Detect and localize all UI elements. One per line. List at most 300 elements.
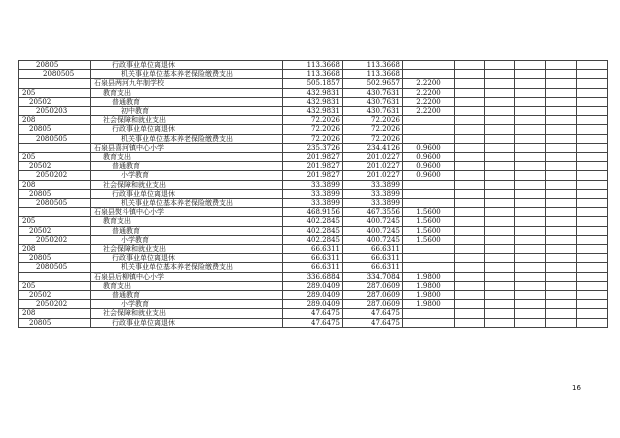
- function-code-cell: 20805: [19, 254, 91, 263]
- total-amount-cell: 432.9831: [283, 88, 343, 97]
- empty-cell: [455, 300, 485, 309]
- item-name-cell: 小学教育: [91, 171, 283, 180]
- empty-cell: [455, 79, 485, 88]
- table-row: [19, 318, 608, 327]
- empty-cell: [485, 143, 515, 152]
- basic-expense-cell: 201.0227: [343, 171, 403, 180]
- item-name-cell: 普通教育: [91, 162, 283, 171]
- function-code-cell: 2080505: [19, 134, 91, 143]
- basic-expense-cell: 400.7245: [343, 235, 403, 244]
- empty-cell: [546, 79, 577, 88]
- empty-cell: [546, 309, 577, 318]
- basic-expense-cell: 33.3899: [343, 199, 403, 208]
- total-amount-cell: 72.2026: [283, 125, 343, 134]
- function-code-cell: 2050202: [19, 300, 91, 309]
- empty-cell: [485, 281, 515, 290]
- empty-cell: [485, 162, 515, 171]
- empty-cell: [455, 235, 485, 244]
- empty-cell: [485, 318, 515, 327]
- project-expense-cell: 2.2200: [403, 107, 455, 116]
- total-amount-cell: 432.9831: [283, 97, 343, 106]
- total-amount-cell: 33.3899: [283, 199, 343, 208]
- empty-cell: [546, 143, 577, 152]
- empty-cell: [577, 107, 608, 116]
- empty-cell: [485, 79, 515, 88]
- table-row: [19, 171, 608, 180]
- basic-expense-cell: 502.9657: [343, 79, 403, 88]
- basic-expense-cell: 334.7084: [343, 272, 403, 281]
- total-amount-cell: 72.2026: [283, 116, 343, 125]
- project-expense-cell: [403, 199, 455, 208]
- empty-cell: [515, 281, 546, 290]
- empty-cell: [577, 88, 608, 97]
- table-row: [19, 281, 608, 290]
- item-name-cell: 普通教育: [91, 226, 283, 235]
- empty-cell: [546, 134, 577, 143]
- empty-cell: [485, 134, 515, 143]
- empty-cell: [577, 226, 608, 235]
- function-code-cell: 205: [19, 88, 91, 97]
- function-code-cell: 20805: [19, 189, 91, 198]
- project-expense-cell: [403, 116, 455, 125]
- empty-cell: [515, 125, 546, 134]
- empty-cell: [485, 254, 515, 263]
- function-code-cell: 208: [19, 245, 91, 254]
- empty-cell: [515, 162, 546, 171]
- empty-cell: [455, 281, 485, 290]
- total-amount-cell: 505.1857: [283, 79, 343, 88]
- empty-cell: [515, 97, 546, 106]
- basic-expense-cell: 287.0609: [343, 300, 403, 309]
- table-row: [19, 272, 608, 281]
- empty-cell: [515, 153, 546, 162]
- table-row: [19, 189, 608, 198]
- empty-cell: [485, 235, 515, 244]
- project-expense-cell: 0.9600: [403, 143, 455, 152]
- function-code-cell: 2080505: [19, 263, 91, 272]
- empty-cell: [485, 107, 515, 116]
- empty-cell: [577, 125, 608, 134]
- empty-cell: [455, 88, 485, 97]
- empty-cell: [577, 300, 608, 309]
- function-code-cell: 20805: [19, 125, 91, 134]
- empty-cell: [546, 97, 577, 106]
- project-expense-cell: 0.9600: [403, 162, 455, 171]
- empty-cell: [577, 208, 608, 217]
- total-amount-cell: 289.0409: [283, 291, 343, 300]
- function-code-cell: 20805: [19, 318, 91, 327]
- empty-cell: [455, 217, 485, 226]
- empty-cell: [485, 309, 515, 318]
- empty-cell: [455, 208, 485, 217]
- table-row: [19, 217, 608, 226]
- project-expense-cell: [403, 318, 455, 327]
- empty-cell: [455, 134, 485, 143]
- total-amount-cell: 468.9156: [283, 208, 343, 217]
- empty-cell: [455, 263, 485, 272]
- total-amount-cell: 289.0409: [283, 281, 343, 290]
- empty-cell: [515, 309, 546, 318]
- function-code-cell: 20502: [19, 162, 91, 171]
- empty-cell: [485, 180, 515, 189]
- item-name-cell: 社会保障和就业支出: [91, 309, 283, 318]
- empty-cell: [455, 254, 485, 263]
- empty-cell: [455, 189, 485, 198]
- total-amount-cell: 66.6311: [283, 263, 343, 272]
- total-amount-cell: 66.6311: [283, 254, 343, 263]
- table-row: [19, 116, 608, 125]
- empty-cell: [546, 153, 577, 162]
- total-amount-cell: 33.3899: [283, 189, 343, 198]
- function-code-cell: 205: [19, 217, 91, 226]
- basic-expense-cell: 66.6311: [343, 254, 403, 263]
- item-name-cell: 行政事业单位离退休: [91, 189, 283, 198]
- basic-expense-cell: 66.6311: [343, 245, 403, 254]
- total-amount-cell: 402.2845: [283, 217, 343, 226]
- table-row: [19, 162, 608, 171]
- empty-cell: [546, 189, 577, 198]
- function-code-cell: 20805: [19, 61, 91, 70]
- item-name-cell: 教育支出: [91, 88, 283, 97]
- basic-expense-cell: 72.2026: [343, 116, 403, 125]
- empty-cell: [485, 272, 515, 281]
- empty-cell: [577, 97, 608, 106]
- item-name-cell: 机关事业单位基本养老保险缴费支出: [91, 70, 283, 79]
- empty-cell: [485, 226, 515, 235]
- function-code-cell: 208: [19, 180, 91, 189]
- project-expense-cell: 1.9800: [403, 300, 455, 309]
- table-row: [19, 61, 608, 70]
- item-name-cell: 石泉县喜河镇中心小学: [91, 143, 283, 152]
- table-row: [19, 180, 608, 189]
- item-name-cell: 教育支出: [91, 153, 283, 162]
- item-name-cell: 社会保障和就业支出: [91, 245, 283, 254]
- table-row: [19, 235, 608, 244]
- empty-cell: [485, 291, 515, 300]
- total-amount-cell: 47.6475: [283, 309, 343, 318]
- basic-expense-cell: 430.7631: [343, 97, 403, 106]
- item-name-cell: 行政事业单位离退休: [91, 61, 283, 70]
- empty-cell: [546, 199, 577, 208]
- empty-cell: [455, 245, 485, 254]
- empty-cell: [485, 97, 515, 106]
- table-row: [19, 199, 608, 208]
- item-name-cell: 行政事业单位离退休: [91, 318, 283, 327]
- basic-expense-cell: 33.3899: [343, 189, 403, 198]
- empty-cell: [577, 162, 608, 171]
- item-name-cell: 行政事业单位离退休: [91, 125, 283, 134]
- table-row: [19, 300, 608, 309]
- empty-cell: [485, 61, 515, 70]
- basic-expense-cell: 72.2026: [343, 125, 403, 134]
- project-expense-cell: [403, 245, 455, 254]
- item-name-cell: 社会保障和就业支出: [91, 180, 283, 189]
- empty-cell: [546, 180, 577, 189]
- empty-cell: [515, 171, 546, 180]
- empty-cell: [577, 171, 608, 180]
- project-expense-cell: [403, 309, 455, 318]
- item-name-cell: 机关事业单位基本养老保险缴费支出: [91, 134, 283, 143]
- item-name-cell: 普通教育: [91, 97, 283, 106]
- basic-expense-cell: 47.6475: [343, 309, 403, 318]
- page-number: 16: [572, 384, 581, 392]
- empty-cell: [485, 125, 515, 134]
- function-code-cell: 2050203: [19, 107, 91, 116]
- function-code-cell: [19, 143, 91, 152]
- total-amount-cell: 402.2845: [283, 226, 343, 235]
- empty-cell: [577, 199, 608, 208]
- function-code-cell: 2080505: [19, 70, 91, 79]
- empty-cell: [577, 318, 608, 327]
- item-name-cell: 初中教育: [91, 107, 283, 116]
- empty-cell: [577, 79, 608, 88]
- table-row: [19, 226, 608, 235]
- table-row: [19, 143, 608, 152]
- function-code-cell: [19, 208, 91, 217]
- empty-cell: [546, 263, 577, 272]
- empty-cell: [577, 281, 608, 290]
- empty-cell: [515, 208, 546, 217]
- item-name-cell: 社会保障和就业支出: [91, 116, 283, 125]
- empty-cell: [515, 189, 546, 198]
- total-amount-cell: 72.2026: [283, 134, 343, 143]
- item-name-cell: 普通教育: [91, 291, 283, 300]
- empty-cell: [515, 116, 546, 125]
- empty-cell: [577, 153, 608, 162]
- function-code-cell: 20502: [19, 291, 91, 300]
- total-amount-cell: 66.6311: [283, 245, 343, 254]
- empty-cell: [546, 235, 577, 244]
- empty-cell: [577, 134, 608, 143]
- empty-cell: [546, 125, 577, 134]
- empty-cell: [515, 300, 546, 309]
- empty-cell: [577, 291, 608, 300]
- total-amount-cell: 47.6475: [283, 318, 343, 327]
- project-expense-cell: 2.2200: [403, 97, 455, 106]
- table-row: [19, 309, 608, 318]
- empty-cell: [546, 162, 577, 171]
- total-amount-cell: 113.3668: [283, 61, 343, 70]
- basic-expense-cell: 400.7245: [343, 217, 403, 226]
- item-name-cell: 小学教育: [91, 300, 283, 309]
- empty-cell: [515, 263, 546, 272]
- item-name-cell: 石泉县后柳镇中心小学: [91, 272, 283, 281]
- project-expense-cell: 0.9600: [403, 153, 455, 162]
- empty-cell: [515, 79, 546, 88]
- function-code-cell: [19, 272, 91, 281]
- total-amount-cell: 201.9827: [283, 162, 343, 171]
- empty-cell: [577, 245, 608, 254]
- empty-cell: [455, 61, 485, 70]
- project-expense-cell: [403, 61, 455, 70]
- empty-cell: [455, 226, 485, 235]
- empty-cell: [577, 189, 608, 198]
- function-code-cell: 208: [19, 116, 91, 125]
- total-amount-cell: 201.9827: [283, 153, 343, 162]
- project-expense-cell: [403, 189, 455, 198]
- basic-expense-cell: 113.3668: [343, 70, 403, 79]
- empty-cell: [577, 180, 608, 189]
- total-amount-cell: 336.6884: [283, 272, 343, 281]
- item-name-cell: 小学教育: [91, 235, 283, 244]
- empty-cell: [515, 107, 546, 116]
- project-expense-cell: [403, 263, 455, 272]
- basic-expense-cell: 47.6475: [343, 318, 403, 327]
- empty-cell: [515, 235, 546, 244]
- project-expense-cell: 1.5600: [403, 226, 455, 235]
- empty-cell: [455, 171, 485, 180]
- empty-cell: [546, 300, 577, 309]
- budget-table: [18, 60, 608, 328]
- function-code-cell: [19, 79, 91, 88]
- basic-expense-cell: 33.3899: [343, 180, 403, 189]
- empty-cell: [485, 199, 515, 208]
- total-amount-cell: 402.2845: [283, 235, 343, 244]
- item-name-cell: 教育支出: [91, 281, 283, 290]
- table-row: [19, 88, 608, 97]
- project-expense-cell: 1.5600: [403, 217, 455, 226]
- basic-expense-cell: 287.0609: [343, 291, 403, 300]
- empty-cell: [485, 70, 515, 79]
- project-expense-cell: 2.2200: [403, 88, 455, 97]
- empty-cell: [577, 61, 608, 70]
- function-code-cell: 2050202: [19, 235, 91, 244]
- project-expense-cell: 2.2200: [403, 79, 455, 88]
- total-amount-cell: 113.3668: [283, 70, 343, 79]
- table-row: [19, 263, 608, 272]
- empty-cell: [515, 226, 546, 235]
- empty-cell: [546, 208, 577, 217]
- empty-cell: [485, 116, 515, 125]
- empty-cell: [546, 171, 577, 180]
- project-expense-cell: 0.9600: [403, 171, 455, 180]
- table-row: [19, 208, 608, 217]
- empty-cell: [577, 272, 608, 281]
- empty-cell: [577, 254, 608, 263]
- basic-expense-cell: 400.7245: [343, 226, 403, 235]
- empty-cell: [455, 272, 485, 281]
- function-code-cell: 2080505: [19, 199, 91, 208]
- empty-cell: [515, 199, 546, 208]
- basic-expense-cell: 201.0227: [343, 153, 403, 162]
- empty-cell: [485, 263, 515, 272]
- function-code-cell: 208: [19, 309, 91, 318]
- total-amount-cell: 235.3726: [283, 143, 343, 152]
- function-code-cell: 2050202: [19, 171, 91, 180]
- basic-expense-cell: 430.7631: [343, 107, 403, 116]
- empty-cell: [546, 281, 577, 290]
- basic-expense-cell: 201.0227: [343, 162, 403, 171]
- empty-cell: [546, 116, 577, 125]
- empty-cell: [546, 254, 577, 263]
- empty-cell: [455, 107, 485, 116]
- empty-cell: [515, 134, 546, 143]
- empty-cell: [515, 245, 546, 254]
- empty-cell: [485, 217, 515, 226]
- empty-cell: [577, 235, 608, 244]
- empty-cell: [515, 318, 546, 327]
- empty-cell: [455, 199, 485, 208]
- empty-cell: [577, 116, 608, 125]
- total-amount-cell: 33.3899: [283, 180, 343, 189]
- empty-cell: [546, 245, 577, 254]
- empty-cell: [485, 208, 515, 217]
- item-name-cell: 机关事业单位基本养老保险缴费支出: [91, 199, 283, 208]
- empty-cell: [546, 107, 577, 116]
- table-row: [19, 70, 608, 79]
- empty-cell: [485, 171, 515, 180]
- empty-cell: [515, 61, 546, 70]
- project-expense-cell: 1.9800: [403, 272, 455, 281]
- project-expense-cell: [403, 134, 455, 143]
- empty-cell: [455, 153, 485, 162]
- table-body: [19, 61, 608, 328]
- empty-cell: [577, 263, 608, 272]
- basic-expense-cell: 113.3668: [343, 61, 403, 70]
- table-row: [19, 245, 608, 254]
- empty-cell: [515, 272, 546, 281]
- table-row: [19, 97, 608, 106]
- project-expense-cell: 1.9800: [403, 281, 455, 290]
- empty-cell: [515, 88, 546, 97]
- empty-cell: [546, 318, 577, 327]
- empty-cell: [546, 272, 577, 281]
- table-row: [19, 79, 608, 88]
- empty-cell: [515, 180, 546, 189]
- empty-cell: [455, 180, 485, 189]
- basic-expense-cell: 66.6311: [343, 263, 403, 272]
- item-name-cell: 行政事业单位离退休: [91, 254, 283, 263]
- empty-cell: [546, 70, 577, 79]
- empty-cell: [515, 143, 546, 152]
- project-expense-cell: [403, 180, 455, 189]
- basic-expense-cell: 287.0609: [343, 281, 403, 290]
- empty-cell: [577, 70, 608, 79]
- table-row: [19, 134, 608, 143]
- empty-cell: [577, 309, 608, 318]
- empty-cell: [546, 88, 577, 97]
- empty-cell: [485, 88, 515, 97]
- empty-cell: [455, 97, 485, 106]
- empty-cell: [455, 143, 485, 152]
- empty-cell: [485, 300, 515, 309]
- empty-cell: [546, 217, 577, 226]
- project-expense-cell: [403, 70, 455, 79]
- empty-cell: [455, 309, 485, 318]
- project-expense-cell: 1.5600: [403, 235, 455, 244]
- function-code-cell: 20502: [19, 97, 91, 106]
- project-expense-cell: 1.5600: [403, 208, 455, 217]
- empty-cell: [455, 318, 485, 327]
- basic-expense-cell: 234.4126: [343, 143, 403, 152]
- table-row: [19, 125, 608, 134]
- table-row: [19, 153, 608, 162]
- empty-cell: [515, 291, 546, 300]
- item-name-cell: 机关事业单位基本养老保险缴费支出: [91, 263, 283, 272]
- empty-cell: [515, 217, 546, 226]
- empty-cell: [455, 70, 485, 79]
- empty-cell: [546, 226, 577, 235]
- empty-cell: [546, 291, 577, 300]
- function-code-cell: 205: [19, 281, 91, 290]
- item-name-cell: 教育支出: [91, 217, 283, 226]
- basic-expense-cell: 72.2026: [343, 134, 403, 143]
- empty-cell: [485, 245, 515, 254]
- project-expense-cell: [403, 254, 455, 263]
- item-name-cell: 石泉县熨斗镇中心小学: [91, 208, 283, 217]
- total-amount-cell: 432.9831: [283, 107, 343, 116]
- empty-cell: [577, 143, 608, 152]
